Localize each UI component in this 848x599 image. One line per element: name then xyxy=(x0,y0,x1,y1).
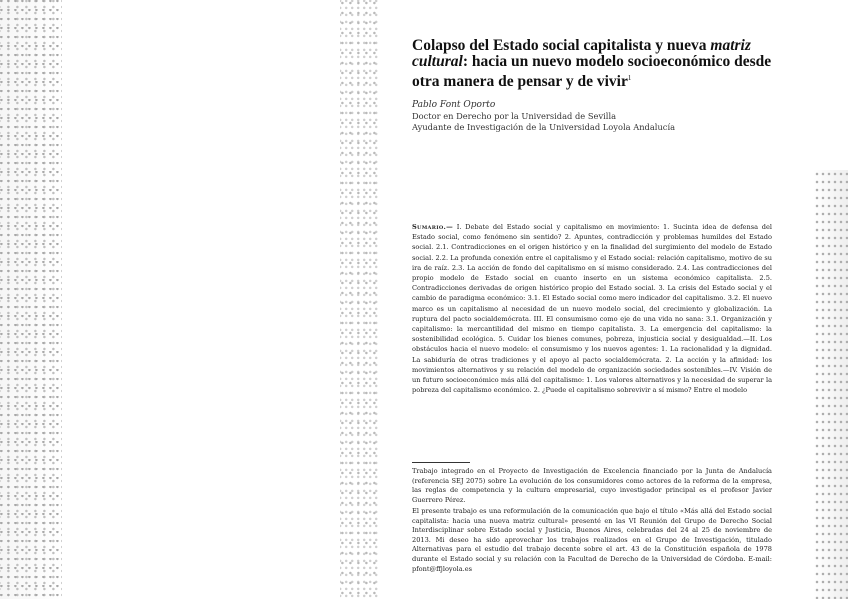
author-affiliation-2: Ayudante de Investigación de la Universidad Loyola Andalucía xyxy=(412,122,676,133)
author-affiliation-1: Doctor en Derecho por la Universidad de Sevilla xyxy=(412,111,617,122)
summary-paragraph xyxy=(412,222,772,395)
scan-edge-right xyxy=(814,170,848,599)
summary-heading: Sumario.— xyxy=(412,223,453,231)
footnote-divider xyxy=(412,462,470,463)
title-footnote-mark[interactable]: 1 xyxy=(627,74,632,82)
summary-text: I. Debate del Estado social y capitalismo en movimiento: 1. Sucinta idea de defensa del Estado social, como fenómeno sin sentido? 2. Apuntes, contradicción y problemas humildes del Estado social. 2.1. Contradicciones en el origen histórico y en la finalidad del surgimiento del modelo de Estado social. 2.2. La profunda conexión entre el capitalismo y el Estado social: relación capitalismo, motivo de su ira de raíz. 2.3. La acción de fondo del capitalismo en sí mismo considerado. 2.4. Las contradicciones del propio modelo de Estado social en cuanto inserto en un sistema económico capitalista. 2.5. Contradicciones derivadas de origen histórico propio del Estado social. 3. La crisis del Estado social y el cambio de paradigma económico: 3.1. El Estado social como mero indicador del capitalismo. 3.2. El nuevo marco es un capitalismo al necesidad de un nuevo modelo social, del crecimiento y globalización. La ruptura del pacto socialdemócrata. III. El consumismo como eje de una vida no sana: 3.1. Organización y capitalismo: la mercantilidad del mismo en tiempo capitalista. 3. La emergencia del capitalismo: la sostenibilidad ecológica. 5. Cuidar los bienes comunes, pobreza, injusticia social y desigualdad.—II. Los obstáculos hacia el nuevo modelo: el consumismo y los nuevos agentes: 1. La racionalidad y la dignidad. La sabiduría de otras tradiciones y el apoyo al pacto socialdemócrata. 2. La acción y la afinidad: los movimientos alternativos y su relación del modelo de organización sociedades sostenibles.—IV. Visión de un futuro socioeconómico más allá del capitalismo: 1. Los valores alternativos y la necesidad de superar la pobreza del capitalismo económico. 2. ¿Puede el capitalismo sobrevivir a sí mismo? Entre el modelo xyxy=(412,223,772,395)
footnote-1: Trabajo integrado en el Proyecto de Investigación de Excelencia financiado por la Junta de Andalucía (referencia SEJ 2075) sobre La evolución de los consumidores como actores de la reforma de la empresa, las reglas de competencia y la cultura empresarial, cuyo investigador principal es el profesor Javier Guerrero Pérez. xyxy=(412,467,772,504)
scan-edge-left xyxy=(0,0,62,599)
author-name: Pablo Font Oporto xyxy=(412,100,496,111)
title-italic-text: matriz cultural xyxy=(412,37,751,70)
scan-gutter-noise xyxy=(340,0,380,599)
title-text-start: Colapso del Estado social capitalista y nueva xyxy=(412,37,711,54)
footnote-2: El presente trabajo es una reformulación de la comunicación que bajo el título «Más allá del Estado social capitalista: hacia una nueva matriz cultural» presenté en las VI Reunión del Grupo de Derecho Social Interdisciplinar sobre Estado social y Justicia, Buenos Aires, celebradas del 24 al 25 de noviembre de 2013. Mi deseo ha sido aprovechar los trabajos realizados en el Grupo de Investigación, titulado Alternativas para el estudio del trabajo decente sobre el art. 43 de la Constitución española de 1978 durante el Estado social y su relación con la Facultad de Derecho de la Universidad de Córdoba. E-mail: pfont@ffjloyola.es xyxy=(412,507,772,573)
article-header xyxy=(412,38,772,133)
article-title xyxy=(412,38,772,90)
title-text-end: : hacia un nuevo modelo socioeconómico desde otra manera de pensar y de vivir xyxy=(412,53,772,91)
